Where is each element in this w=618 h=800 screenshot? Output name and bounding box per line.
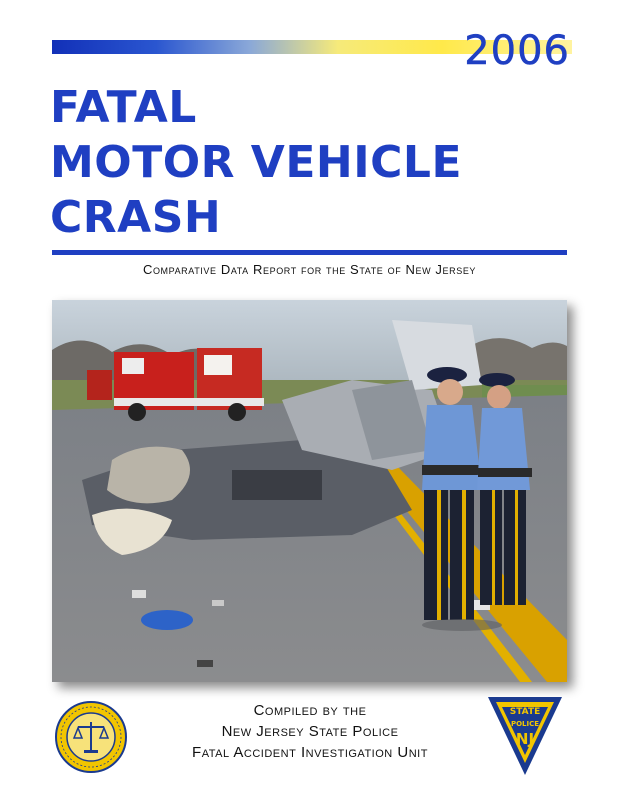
attorney-general-seal-logo <box>54 700 128 774</box>
nj-state-police-badge-logo <box>484 693 566 779</box>
svg-text:NJ: NJ <box>515 730 535 748</box>
svg-text:POLICE: POLICE <box>510 720 540 728</box>
report-subtitle: Comparative Data Report for the State of New Jersey <box>142 262 477 277</box>
crash-scene-photo <box>52 300 567 682</box>
title-line-2: MOTOR VEHICLE <box>50 137 462 188</box>
report-year: 2006 <box>464 28 570 74</box>
compiled-by-line-2: New Jersey State Police <box>221 723 399 740</box>
svg-text:STATE: STATE <box>509 707 541 717</box>
title-line-3: CRASH <box>50 192 222 243</box>
compiled-by-line-1: Compiled by the <box>253 702 367 719</box>
title-line-1: FATAL <box>50 82 197 133</box>
report-title <box>50 80 570 245</box>
compiled-by-line-3: Fatal Accident Investigation Unit <box>192 744 428 761</box>
title-divider <box>52 250 567 255</box>
compiled-by-block <box>140 700 480 763</box>
